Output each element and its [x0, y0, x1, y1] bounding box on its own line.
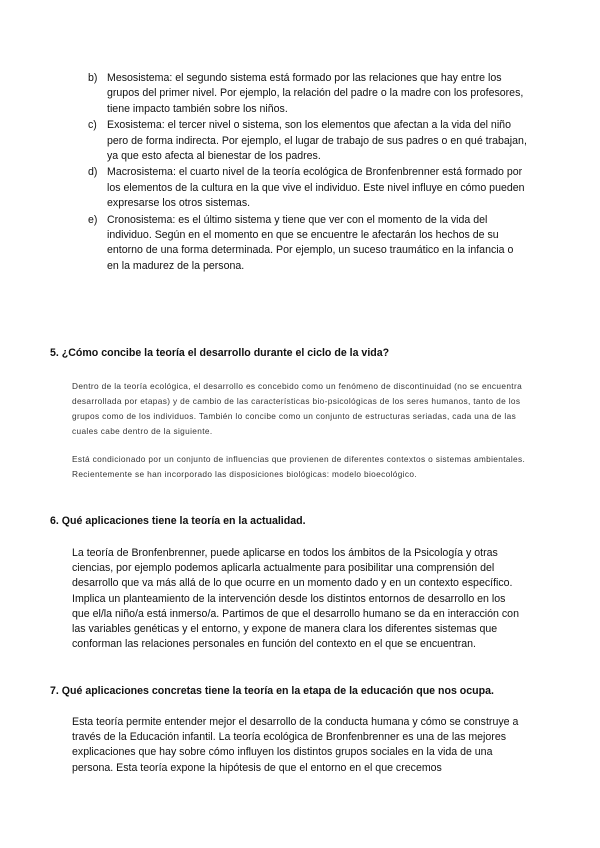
list-item-label: b): [88, 72, 98, 84]
systems-list: [88, 71, 528, 275]
list-item-label: d): [88, 166, 98, 179]
list-item-cronosistema: [88, 213, 528, 275]
list-item-label: e): [88, 213, 98, 226]
section-5-heading: 5. ¿Cómo concibe la teoría el desarrollo durante el ciclo de la vida?: [50, 347, 390, 359]
section-7-heading: 7. Qué aplicaciones concretas tiene la teoría en la etapa de la educación que nos ocupa.: [50, 685, 494, 697]
list-item-term: Macrosistema: [107, 166, 173, 179]
list-item-term: Exosistema: [107, 119, 162, 132]
list-item-text: : el tercer nivel o sistema, son los elementos que afectan a la vida del niño pero de forma indirecta. Por ejemplo, el lugar de trabajo de sus padres o en qué trabajan, ya que esto afecta al bienestar de los padres.: [107, 119, 527, 163]
section-5-paragraph-1: Dentro de la teoría ecológica, el desarrollo es concebido como un fenómeno de discontinuidad (no se encuentra desarrollada por etapas) y de cambio de las características bio-psicológicas de los seres humanos, tanto de los grupos como de los individuos. También lo concibe como un conjunto de estructuras seriadas, cada una de las cuales cabe dentro de la siguiente.: [72, 381, 523, 436]
list-item-term: Mesosistema: [107, 72, 170, 84]
section-6-paragraph: La teoría de Bronfenbrenner, puede aplicarse en todos los ámbitos de la Psicología y otras ciencias, por ejemplo podemos aplicarla actualmente para posibilitar una comprensión del desarrollo que va más allá de lo que ocurre en un momento dado y en un contexto específico. Implica un planteamiento de la intervención desde los distintos entornos de desarrollo en los que el/la niño/a está inmerso/a. Partimos de que el desarrollo humano se da en interacción con las variables genéticas y el entorno, y expone de manera clara los diferentes sistemas que conforman las relaciones personales en función del contexto en el que se encuentran.: [72, 547, 519, 651]
section-7-paragraph: Esta teoría permite entender mejor el desarrollo de la conducta humana y cómo se construye a través de la Educación infantil. La teoría ecológica de Bronfenbrenner es una de las mejores explicaciones que hay sobre cómo influyen los distintos grupos sociales en la vida de una persona. Esta teoría expone la hipótesis de que el entorno en el que crecemos: [72, 716, 519, 774]
list-item-exosistema: [88, 118, 528, 164]
list-item-text: : el cuarto nivel de la teoría ecológica de Bronfenbrenner está formado por los elementos de la cultura en la que vive el individuo. Este nivel influye en cómo pueden expresarse los otros sistemas.: [107, 166, 525, 210]
list-item-term: Cronosistema: [107, 213, 173, 226]
list-item-label: c): [88, 119, 97, 132]
section-6-heading: 6. Qué aplicaciones tiene la teoría en la actualidad.: [50, 515, 306, 527]
list-item-mesosistema: [88, 71, 528, 117]
list-item-text: : el segundo sistema está formado por las relaciones que hay entre los grupos del primer nivel. Por ejemplo, la relación del padre o la madre con los profesores, tiene impacto también sobre los niños.: [107, 72, 524, 115]
list-item-macrosistema: [88, 165, 528, 211]
list-item-text: : es el último sistema y tiene que ver con el momento de la vida del individuo. Según en el momento en que se encuentre le afectarán los hechos de su entorno de una forma determinada. Por ejemplo, un suceso traumático en la infancia o en la madurez de la persona.: [107, 213, 514, 272]
section-5-paragraph-2: Está condicionado por un conjunto de influencias que provienen de diferentes contextos o sistemas ambientales. Recientemente se han incorporado las disposiciones biológicas: modelo bioecológico.: [72, 454, 526, 479]
